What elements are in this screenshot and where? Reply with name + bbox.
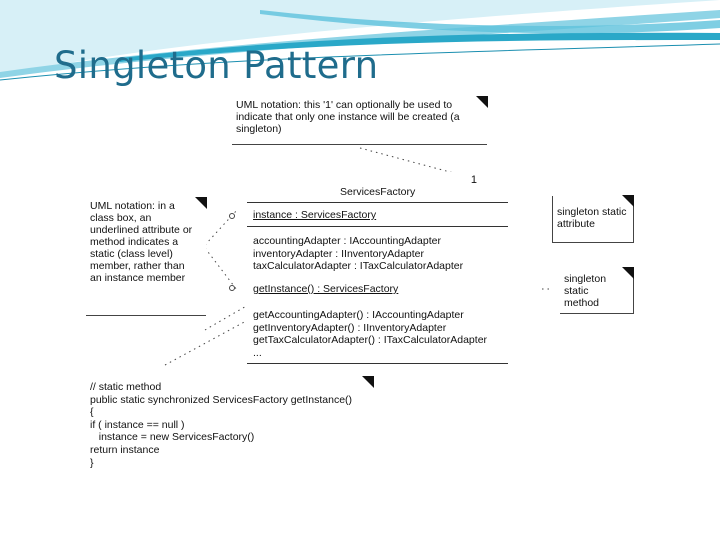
note-corner — [622, 195, 634, 207]
attribute: inventoryAdapter : IInventoryAdapter — [253, 247, 425, 260]
note-singleton-attribute — [552, 196, 634, 243]
attribute: taxCalculatorAdapter : ITaxCalculatorAdapter — [253, 260, 464, 272]
method: ... — [253, 346, 262, 359]
code-line: { — [90, 406, 94, 419]
code-line: } — [90, 456, 94, 469]
static-attribute-section — [247, 209, 508, 227]
note-singleton-method-text: singleton static method — [564, 273, 607, 309]
slide-title: Singleton Pattern — [54, 44, 379, 87]
class-bottom-rule — [247, 363, 508, 364]
note-corner — [622, 267, 634, 279]
static-attribute: instance : ServicesFactory — [253, 209, 377, 221]
note-corner — [362, 376, 374, 388]
static-method-section — [253, 283, 508, 296]
code-line: // static method — [90, 381, 162, 393]
code-line: public static synchronized ServicesFactory getInstance() — [90, 393, 353, 406]
attributes-section — [253, 235, 508, 273]
note-singleton-method — [560, 268, 634, 314]
method: getTaxCalculatorAdapter() : ITaxCalculatorAdapter — [253, 334, 488, 346]
code-line: return instance — [90, 443, 160, 456]
note-multiplicity-text: UML notation: this '1' can optionally be used to indicate that only one instance will be created (a singleton) — [236, 99, 460, 135]
note-underline-static — [86, 198, 206, 316]
method: getAccountingAdapter() : IAccountingAdapter — [253, 309, 464, 321]
class-name: ServicesFactory — [340, 186, 416, 198]
code-line: instance = new ServicesFactory() — [90, 431, 255, 444]
static-method: getInstance() : ServicesFactory — [253, 283, 399, 295]
code-line: if ( instance == null ) — [90, 418, 185, 431]
multiplicity-label: 1 — [470, 174, 477, 186]
note-underline-static-text: UML notation: in a class box, an underlined attribute or method indicates a static (class level) member, rather than an instance member — [90, 200, 193, 284]
note-corner — [195, 197, 207, 209]
class-header — [247, 172, 508, 203]
methods-section — [253, 309, 508, 359]
note-code-snippet — [86, 377, 373, 501]
note-corner — [476, 96, 488, 108]
method: getInventoryAdapter() : IInventoryAdapter — [253, 321, 447, 334]
note-multiplicity — [232, 97, 487, 145]
attribute: accountingAdapter : IAccountingAdapter — [253, 235, 441, 247]
note-singleton-attribute-text: singleton static attribute — [557, 206, 627, 230]
uml-class-services-factory — [247, 172, 508, 364]
